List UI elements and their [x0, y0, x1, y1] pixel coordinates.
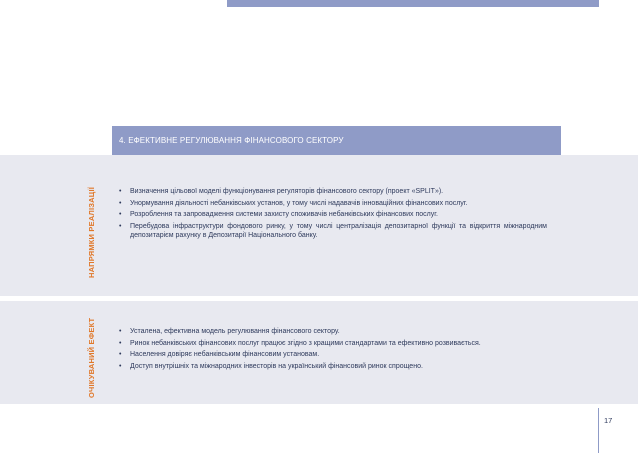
page-number-rule — [598, 408, 599, 453]
list-item: • Унормування діяльності небанківських установ, у тому числі надавачів інноваційних фінансових послуг. — [119, 199, 547, 208]
list-item: • Перебудова інфраструктури фондового ринку, у тому числі централізація депозитарної функції та відкриття міжнародним депозитарієм рахунку в Депозитарії Національного банку. — [119, 222, 547, 240]
list-item: • Визначення цільової моделі функціонування регуляторів фінансового сектору (проект «SPLIT»). — [119, 187, 547, 196]
section-title: 4. ЕФЕКТИВНЕ РЕГУЛЮВАННЯ ФІНАНСОВОГО СЕКТОРУ — [119, 136, 344, 145]
directions-list — [119, 187, 547, 242]
list-item: • Доступ внутрішніх та міжнародних інвесторів на український фінансовий ринок спрощено. — [119, 362, 547, 371]
list-item: • Населення довіряє небанківським фінансовим установам. — [119, 350, 547, 359]
list-item: • Розроблення та запровадження системи захисту споживачів небанківських фінансових послуг. — [119, 210, 547, 219]
list-item: • Усталена, ефективна модель регулювання фінансового сектору. — [119, 327, 547, 336]
list-item: • Ринок небанківських фінансових послуг працює згідно з кращими стандартами та ефективно розвивається. — [119, 339, 547, 348]
expected-effect-label: ОЧІКУВАНИЙ ЕФЕКТ — [87, 317, 96, 398]
section-header — [112, 126, 561, 155]
top-accent-bar — [227, 0, 599, 7]
directions-label: НАПРЯМКИ РЕАЛІЗАЦІЇ — [87, 186, 96, 278]
page-number: 17 — [604, 416, 613, 425]
expected-effect-list — [119, 327, 547, 373]
